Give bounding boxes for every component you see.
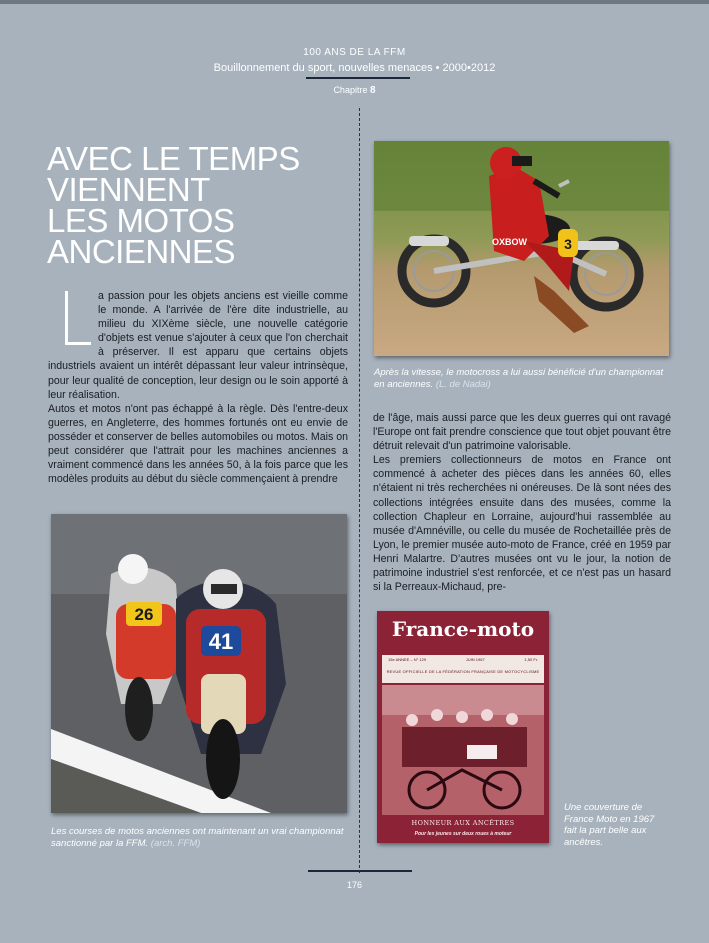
cover-issue: 15e ANNEE – N° 129: [388, 657, 427, 662]
chapter-label-text: Chapitre: [333, 85, 368, 95]
left-column-text: [48, 289, 348, 486]
column-divider: [359, 108, 360, 873]
chapter-number: 8: [369, 85, 376, 96]
france-moto-cover: [377, 611, 549, 843]
dropcap-l: [48, 291, 92, 347]
motocross-caption: [374, 367, 664, 390]
cover-issue-line: [388, 657, 538, 662]
footer-rule: [308, 870, 412, 872]
race-photo-image: [51, 514, 347, 813]
chapter-label: [0, 85, 709, 96]
title-line-1: AVEC LE TEMPS: [47, 140, 300, 177]
race-bike2-number: 41: [208, 629, 234, 654]
title-line-3: LES MOTOS: [47, 202, 235, 239]
motocross-photo: [374, 141, 669, 356]
mx-jersey-text: OXBOW: [492, 237, 527, 247]
left-paragraph-2: Autos et motos n'ont pas échappé à la règle. Dès l'entre-deux guerres, en Angleterre, des hommes fortunés ont eu envie de posséder et conserver de belles automobiles ou motos. Mais on peut considérer que l'attrait pour les machines anciennes a vraiment commencé dans les années 50, à la fois parce que les modèles produits au début du siècle commençaient à prendre: [48, 402, 348, 486]
page-number: 176: [346, 880, 363, 890]
motocross-credit: (L. de Nadai): [435, 378, 491, 390]
article-title: [47, 140, 347, 270]
dropcap-foot: [65, 342, 91, 345]
left-paragraph-1: a passion pour les objets anciens est vieille comme le monde. A l'arrivée de l'ère dite industrielle, au milieu du XIXème siècle, une nouvelle catégorie d'objets est venue s'ajouter à ceux que l'on cherchait à préserver. Il est apparu que certains objets industriels avaient un intérêt dépassant leur valeur intrinsèque, pour leur qualité de conception, leur design ou le soin apporté à leur réalisation.: [48, 290, 348, 401]
right-column-text: [373, 411, 671, 594]
race-credit: (arch. FFM): [150, 837, 201, 849]
motocross-photo-image: [374, 141, 669, 356]
cover-photo: [382, 685, 544, 815]
cover-caption: Une couverture de France Moto en 1967 fait la part belle aux ancêtres.: [564, 802, 655, 848]
right-paragraph-2: Les premiers collectionneurs de motos en France ont commencé à acheter des pièces dans les années 60, elles n'étaient ni très recherchées ni onéreuses. De là sont nées des collections intégrées ensuite dans des musées, comme la collection Chapleur en Lorraine, aujourd'hui rassemblée au musée d'Amnéville, ou celle du musée de Rochetaillée près de Lyon, le premier musée auto-moto de France, créé en 1959 par Henri Malartre. D'autres musées ont vu le jour, la notion de patrimoine industriel s'est renforcée, et ce n'est pas un hasard si la Perreaux-Michaud, pre-: [373, 454, 671, 594]
cover-revue-line: REVUE OFFICIELLE DE LA FÉDÉRATION FRANÇAISE DE MOTOCYCLISME: [386, 669, 540, 674]
title-line-2: VIENNENT: [47, 171, 210, 208]
cover-photo-image: [382, 685, 544, 815]
page-top-edge: [0, 0, 709, 4]
running-header-subtitle: Bouillonnement du sport, nouvelles menaces • 2000•2012: [213, 62, 496, 74]
cover-price: 1,50 Fr.: [524, 657, 538, 662]
cover-date: JUIN 1967: [465, 657, 485, 662]
running-header-title: 100 ANS DE LA FFM: [303, 47, 406, 58]
race-bike1-number: 26: [134, 605, 154, 624]
mx-plate-number: 3: [564, 236, 572, 252]
race-photo: [51, 514, 347, 813]
dropcap-stem: [65, 291, 68, 345]
cover-title: France-moto: [391, 617, 535, 641]
title-line-4: ANCIENNES: [47, 233, 236, 270]
race-caption-text: Les courses de motos anciennes ont maintenant un vrai championnat sanctionné par la FFM.: [51, 826, 344, 849]
cover-info-band: [382, 655, 544, 683]
header-rule: [306, 77, 410, 79]
race-caption: [51, 826, 351, 849]
right-paragraph-1: de l'âge, mais aussi parce que les deux guerres qui ont ravagé l'Europe ont fait prendre conscience que tout objet pouvant être détruit relevait d'un patrimoine valorisable.: [373, 412, 671, 453]
cover-tagline: Pour les jeunes sur deux roues à moteur: [414, 831, 512, 837]
motocross-caption-text: Après la vitesse, le motocross a lui aussi bénéficié d'un championnat en anciennes.: [374, 367, 664, 390]
cover-headline: HONNEUR AUX ANCÊTRES: [411, 819, 515, 827]
